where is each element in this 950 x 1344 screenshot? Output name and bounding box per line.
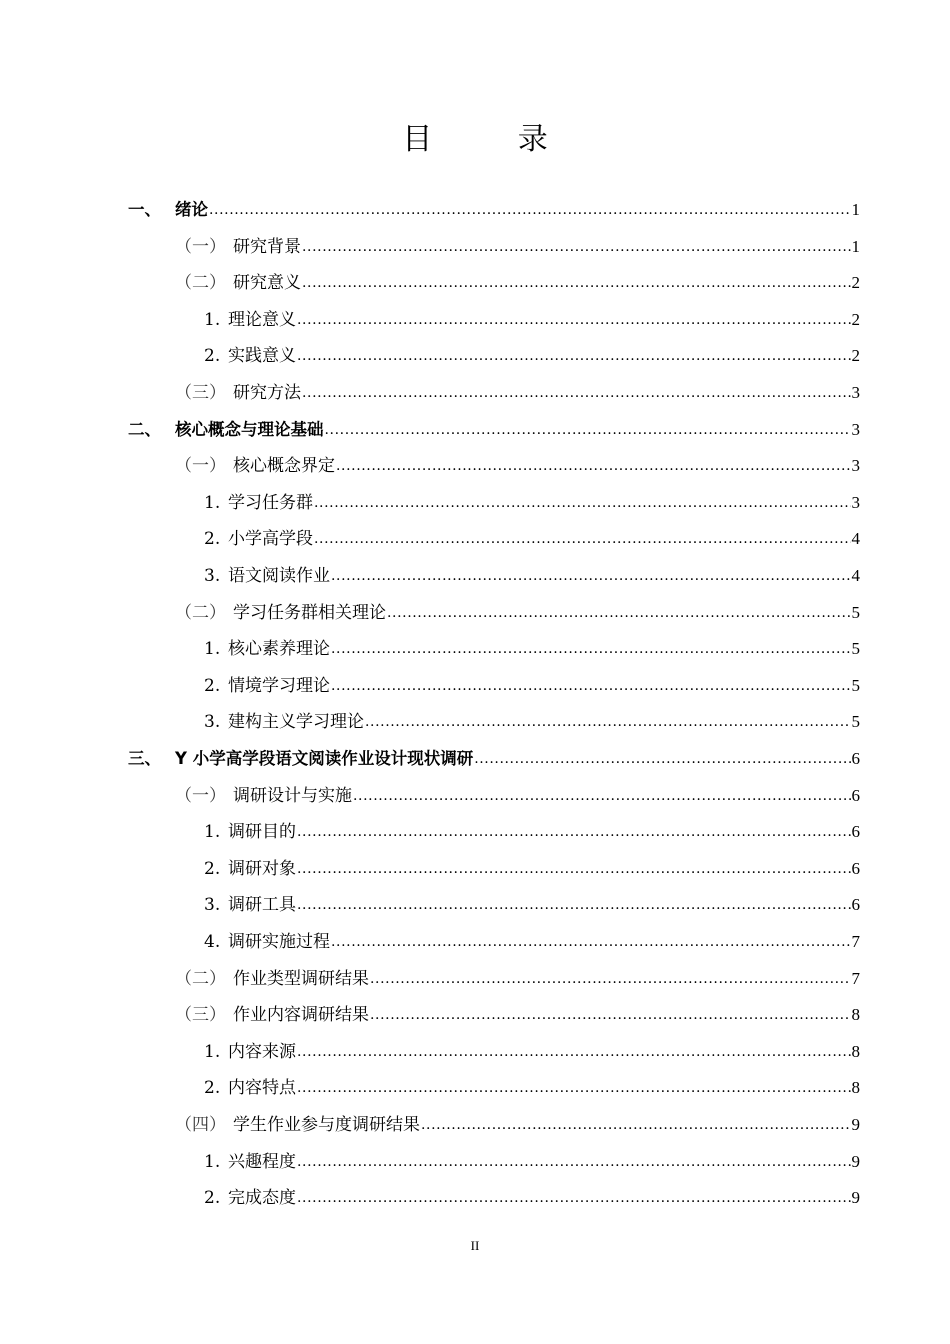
toc-entry-title: 实践意义 [228,346,296,367]
toc-entry-title: 核心概念界定 [233,456,335,477]
toc-entry-number: （二） [175,602,226,623]
toc-entry-page: 6 [851,822,860,842]
toc-entry-title: 完成态度 [228,1188,296,1209]
toc-dot-leader [297,308,851,332]
toc-dot-leader [297,1040,851,1064]
toc-dot-leader [297,857,851,881]
toc-entry[interactable] [204,708,860,734]
toc-dot-leader [331,637,851,661]
toc-dot-leader [314,491,851,515]
toc-entry-title: 研究方法 [233,383,301,403]
toc-entry-page: 2 [851,346,860,366]
toc-entry[interactable] [204,306,860,332]
toc-entry-page: 6 [851,749,860,768]
toc-entry-number: 4. [204,932,221,952]
toc-entry-title: 学习任务群相关理论 [233,602,386,623]
toc-entry-page: 5 [851,639,860,659]
toc-entry-page: 7 [851,968,860,988]
toc-entry-page: 6 [851,895,860,915]
toc-entry-number: （四） [175,1115,226,1135]
toc-entry-number: 1. [204,1041,221,1062]
toc-entry-title: 作业类型调研结果 [233,968,369,989]
toc-entry-number: 2. [204,1188,221,1209]
toc-entry-page: 9 [851,1115,860,1134]
toc-entry-page: 1 [851,236,860,256]
toc-entry[interactable] [204,562,860,588]
toc-dot-leader [474,747,850,771]
toc-entry-title: 核心素养理论 [228,639,330,660]
toc-entry[interactable] [204,489,860,515]
toc-entry-page: 6 [851,858,860,878]
toc-entry-number: （三） [175,1005,226,1026]
toc-entry-number: 3. [204,895,221,916]
toc-entry[interactable] [204,1074,860,1100]
toc-entry-title: Y 小学高学段语文阅读作业设计现状调研 [175,749,474,768]
toc-dot-leader [297,1076,851,1100]
toc-entry-page: 8 [851,1078,860,1098]
toc-entry-title: 理论意义 [228,309,296,330]
toc-entry-title: 调研实施过程 [228,932,330,952]
toc-entry-number: 二、 [128,419,161,439]
toc-entry-page: 1 [851,200,860,219]
toc-dot-leader [331,564,851,588]
toc-entry-title: 研究意义 [233,273,301,294]
toc-entry[interactable] [204,1038,860,1064]
toc-entry-number: 1. [204,309,221,330]
toc-entry-number: （一） [175,456,226,477]
toc-entry-title: 建构主义学习理论 [228,712,364,733]
toc-entry[interactable] [204,635,860,661]
toc-entry-title: 调研工具 [228,895,296,916]
page-title: 目 录 [402,122,586,157]
toc-entry[interactable] [175,1001,860,1027]
toc-entry-page: 3 [851,492,860,512]
toc-entry-number: 3. [204,566,221,586]
toc-entry[interactable] [204,855,860,881]
toc-entry-page: 4 [851,529,860,549]
toc-entry-page: 7 [851,932,860,951]
toc-entry-number: 2. [204,1078,221,1099]
toc-entry-number: 1. [204,822,221,843]
toc-entry-number: 2. [204,346,221,367]
toc-entry-number: 三、 [128,749,161,768]
toc-entry[interactable] [204,928,860,954]
toc-entry[interactable] [175,452,860,478]
toc-entry-page: 9 [851,1151,860,1171]
toc-entry[interactable] [175,599,860,625]
toc-dot-leader [370,1003,851,1027]
toc-dot-leader [365,710,851,734]
toc-entry-page: 8 [851,1041,860,1061]
toc-entry-page: 5 [851,675,860,695]
toc-dot-leader [302,381,851,405]
toc-entry[interactable] [175,1111,860,1137]
toc-entry-title: 作业内容调研结果 [233,1005,369,1026]
toc-dot-leader [297,344,851,368]
toc-dot-leader [331,674,851,698]
toc-dot-leader [331,930,851,954]
toc-entry-title: 核心概念与理论基础 [175,419,324,439]
toc-dot-leader [297,1186,851,1210]
toc-entry-title: 调研设计与实施 [233,785,352,806]
toc-entry-title: 学生作业参与度调研结果 [233,1115,420,1135]
toc-entry-number: （二） [175,273,226,294]
toc-entry-page: 3 [851,456,860,476]
toc-entry-title: 内容特点 [228,1078,296,1099]
toc-entry-title: 情境学习理论 [228,675,330,696]
toc-entry-title: 语文阅读作业 [228,566,330,586]
toc-entry-title: 研究背景 [233,236,301,257]
toc-dot-leader [370,967,851,991]
toc-dot-leader [325,418,851,442]
toc-entry-number: 一、 [128,200,161,219]
toc-dot-leader [209,198,851,222]
toc-entry-page: 2 [851,273,860,293]
toc-entry-page: 3 [851,419,860,439]
toc-entry-page: 6 [851,785,860,805]
toc-entry-number: （三） [175,383,226,403]
toc-entry[interactable] [128,416,860,442]
toc-entry-page: 5 [851,602,860,622]
toc-entry[interactable] [204,891,860,917]
toc-entry-page: 5 [851,712,860,732]
toc-entry-title: 学习任务群 [228,492,313,513]
toc-entry[interactable] [204,1184,860,1210]
toc-entry-number: 1. [204,639,221,660]
toc-entry-title: 绪论 [175,200,208,219]
toc-dot-leader [336,454,851,478]
toc-dot-leader [297,893,851,917]
toc-entry-number: 2. [204,858,221,879]
toc-dot-leader [421,1113,851,1137]
toc-dot-leader [353,784,851,808]
toc-entry[interactable] [128,196,860,222]
toc-entry[interactable] [175,269,860,295]
toc-entry-number: 2. [204,675,221,696]
toc-entry[interactable] [175,965,860,991]
toc-entry-number: （一） [175,785,226,806]
toc-entry-title: 小学高学段 [228,529,313,550]
toc-entry[interactable] [128,745,860,771]
toc-entry[interactable] [175,233,860,259]
toc-dot-leader [297,1150,851,1174]
toc-entry-title: 调研目的 [228,822,296,843]
toc-entry[interactable] [204,342,860,368]
toc-entry-number: （一） [175,236,226,257]
toc-entry-page: 4 [851,566,860,585]
toc-entry-page: 2 [851,309,860,329]
toc-entry-number: 3. [204,712,221,733]
toc-entry[interactable] [204,672,860,698]
toc-entry-number: 2. [204,529,221,550]
toc-entry[interactable] [204,525,860,551]
toc-dot-leader [314,527,851,551]
toc-entry[interactable] [204,1148,860,1174]
toc-entry-title: 内容来源 [228,1041,296,1062]
toc-entry-title: 兴趣程度 [228,1151,296,1172]
toc-entry-page: 8 [851,1005,860,1025]
toc-dot-leader [302,271,851,295]
toc-entry-title: 调研对象 [228,858,296,879]
toc-entry-page: 3 [851,383,860,402]
toc-entry[interactable] [204,818,860,844]
toc-entry[interactable] [175,379,860,405]
page-number: II [470,1238,480,1253]
toc-dot-leader [297,820,851,844]
toc-entry-page: 9 [851,1188,860,1208]
toc-entry[interactable] [175,782,860,808]
toc-entry-number: 1. [204,1151,221,1172]
toc-entry-number: 1. [204,492,221,513]
toc-dot-leader [387,601,851,625]
toc-dot-leader [302,235,851,259]
toc-entry-number: （二） [175,968,226,989]
